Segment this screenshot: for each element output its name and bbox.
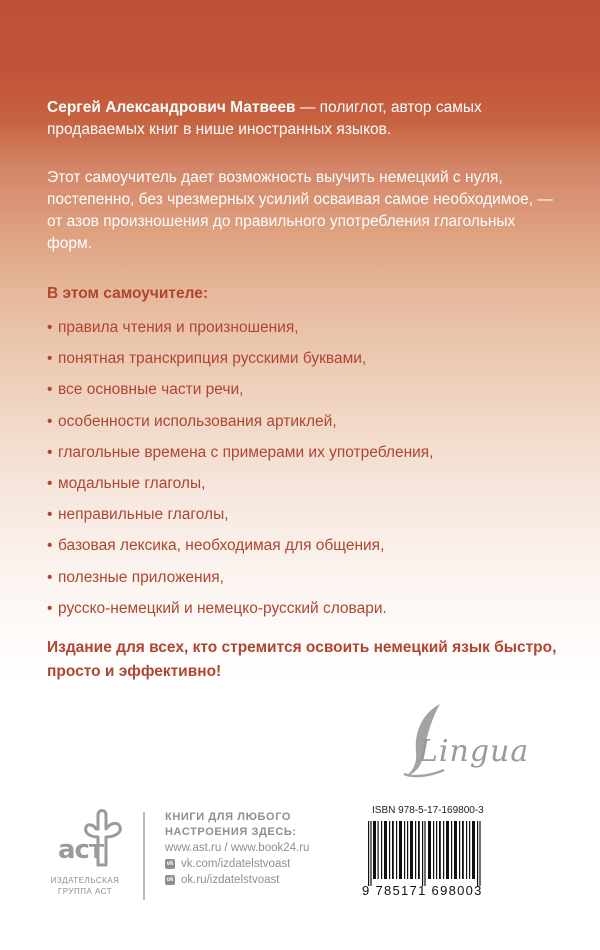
list-item: • правила чтения и произношения, xyxy=(47,319,299,336)
list-item: • полезные приложения, xyxy=(47,568,224,586)
bullet-icon: • xyxy=(47,568,53,586)
contacts-heading-2: НАСТРОЕНИЯ ЗДЕСЬ: xyxy=(165,826,297,838)
lingua-wordmark: Lingua xyxy=(418,734,530,769)
publisher-contacts xyxy=(165,810,309,888)
vk-link[interactable]: vk vk.com/izdatelstvoast xyxy=(166,858,291,870)
bullet-icon: • xyxy=(47,412,53,430)
isbn-barcode xyxy=(362,805,488,900)
bullet-icon: • xyxy=(47,474,53,492)
publisher-caption: ИЗДАТЕЛЬСКАЯ ГРУППА АСТ xyxy=(50,876,120,896)
barcode-icon xyxy=(368,821,488,886)
list-item: • все основные части речи, xyxy=(47,381,244,399)
list-item: • модальные глаголы, xyxy=(47,474,206,492)
barcode-digits: 9 785171 698003 xyxy=(362,883,483,898)
bullet-icon: • xyxy=(47,319,53,336)
list-item: • особенности использования артиклей, xyxy=(47,412,337,430)
lingua-series-logo xyxy=(400,700,530,780)
book-description: Этот самоучитель дает возможность выучить немецкий с нуля, постепенно, без чрезмерных усилий осваивая самое необходимое, — от азов произношения до правильного употребления глагольных форм. xyxy=(47,169,553,252)
list-item: • глагольные времена с примерами их употребления, xyxy=(47,443,434,461)
divider xyxy=(143,812,145,900)
author-bio: — полиглот, автор самых продаваемых книг в нише иностранных языков. xyxy=(47,99,482,138)
author-name: Сергей Александрович Матвеев xyxy=(47,99,296,116)
list-item: • понятная транскрипция русскими буквами, xyxy=(47,350,367,368)
list-item: • базовая лексика, необходимая для общения, xyxy=(47,537,385,555)
bullet-icon: • xyxy=(47,443,53,461)
ok-link[interactable]: ok ok.ru/izdatelstvoast xyxy=(166,874,280,886)
author-paragraph xyxy=(47,97,557,141)
bullet-icon: • xyxy=(47,350,53,368)
bullet-icon: • xyxy=(47,599,53,617)
features-title: В этом самоучителе: xyxy=(47,285,209,302)
list-item: • русско-немецкий и немецко-русский словари. xyxy=(47,599,387,617)
websites-link[interactable]: www.ast.ru / www.book24.ru xyxy=(165,842,310,854)
ast-publisher-logo xyxy=(40,807,130,902)
tagline: Издание для всех, кто стремится освоить немецкий язык быстро, просто и эффективно! xyxy=(47,639,557,680)
isbn-number: ISBN 978-5-17-169800-3 xyxy=(372,805,484,816)
bullet-icon: • xyxy=(47,381,53,399)
ast-logo-text: аст xyxy=(58,835,104,865)
vk-icon: vk xyxy=(166,861,174,867)
features-list xyxy=(47,318,434,630)
contacts-heading-1: КНИГИ ДЛЯ ЛЮБОГО xyxy=(165,811,292,823)
ok-icon: ok xyxy=(166,877,174,883)
bullet-icon: • xyxy=(47,537,53,555)
bullet-icon: • xyxy=(47,506,53,524)
list-item: • неправильные глаголы, xyxy=(47,506,229,524)
